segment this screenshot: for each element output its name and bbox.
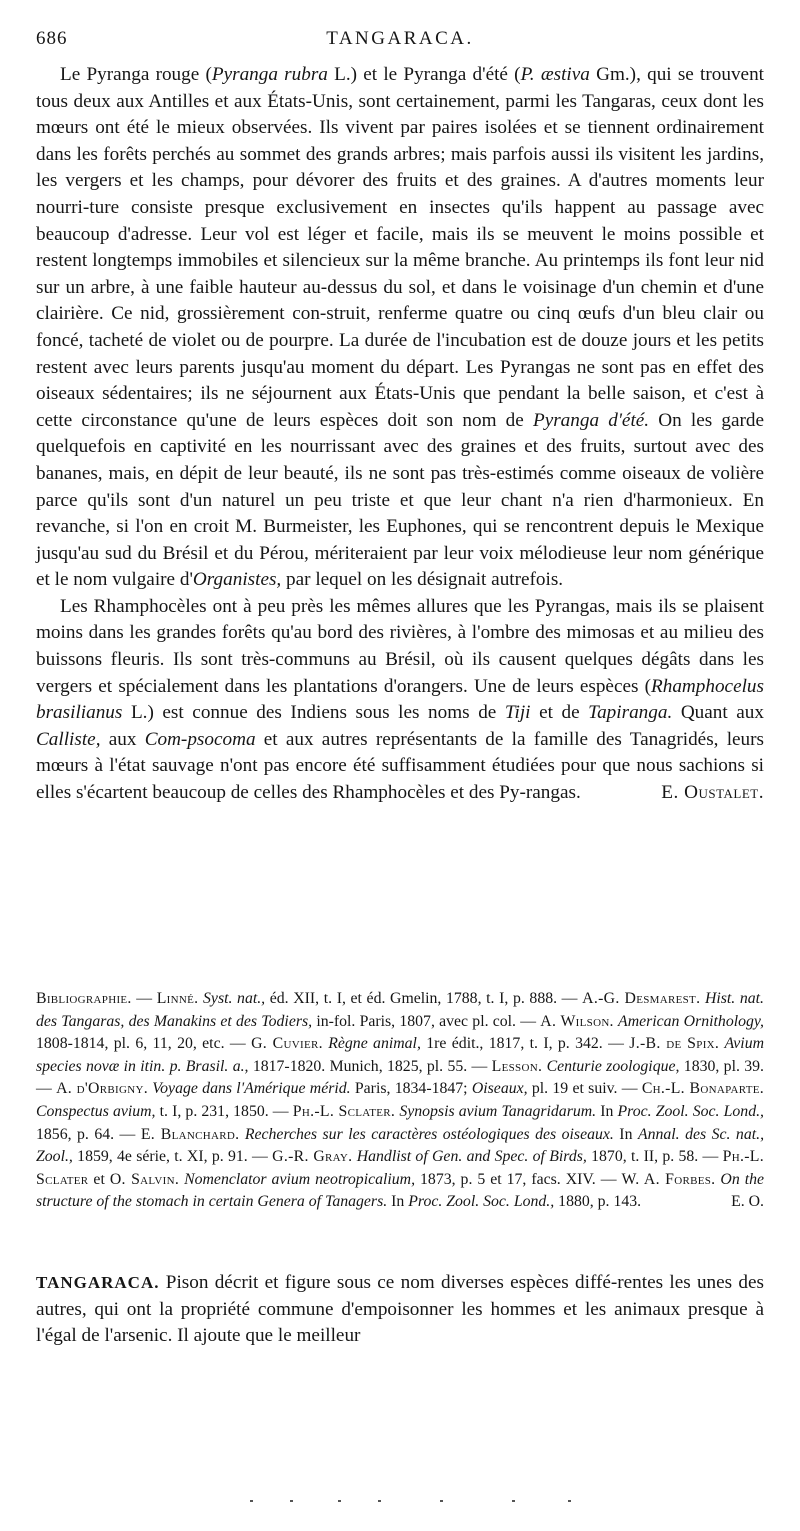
bibliography <box>36 988 764 1214</box>
paragraph-2: Les Rhamphocèles ont à peu près les mêmes allures que les Pyrangas, mais ils se plaisent moins dans les grandes forêts qu'au bord des rivières, à l'ombre des mimosas et au milieu des buissons fleuris. Ils sont très-communs au Brésil, où ils causent quelques dégâts dans les vergers et spécialement dans les plantations d'orangers. Une de leurs espèces (Rhamphocelus brasilianus L.) est connue des Indiens sous les noms de Tiji et de Tapiranga. Quant aux Calliste, aux Com-psocoma et aux autres représentants de la famille des Tanagridés, leurs mœurs à l'état sauvage n'ont pas encore été suffisamment étudiées pour que nous sachions si elles s'écartent beaucoup de celles des Rhamphocèles et des Py-rangas. E. Oustalet. <box>36 594 764 807</box>
paragraph-1: Le Pyranga rouge (Pyranga rubra L.) et le Pyranga d'été (P. æstiva Gm.), qui se trouvent tous deux aux Antilles et aux États-Unis, sont certainement, parmi les Tangaras, ceux dont les mœurs ont été le mieux observées. Ils vivent par paires isolées et se tiennent ordinairement dans les forêts perchés au sommet des grands arbres; mais parfois aussi ils visitent les jardins, les vergers et les champs, pour dévorer des fruits et des graines. A d'autres moments leur nourri-ture consiste presque exclusivement en insectes qu'ils happent au passage avec beaucoup d'adresse. Leur vol est léger et facile, mais ils se meuvent le moins possible et restent longtemps immobiles et silencieux sur la même branche. Au printemps ils font leur nid sur un arbre, à une faible hauteur au-dessus du sol, et dans le voisinage d'un chemin et d'une clairière. Ce nid, grossièrement con-struit, renferme quatre ou cinq œufs d'un bleu clair ou foncé, tacheté de violet ou de pourpre. La durée de l'incubation est de douze jours et les petits restent avec leurs parents jusqu'au moment du départ. Les Pyrangas ne sont pas en effet des oiseaux sédentaires; ils ne séjournent aux États-Unis que pendant la belle saison, et c'est à cette circonstance qu'une de leurs espèces doit son nom de Pyranga d'été. On les garde quelquefois en captivité en les nourrissant avec des graines et des fruits, surtout avec des bananes, mais, en dépit de leur beauté, ils ne sont pas très-estimés comme oiseaux de volière parce qu'ils sont d'un naturel un peu triste et que leur chant n'a rien d'harmonieux. En revanche, si l'on en croit M. Burmeister, les Euphones, qui se rencontrent depuis le Mexique jusqu'au sud du Brésil et du Pérou, mériteraient par leur voix mélodieuse leur nom générique et le nom vulgaire d'Organistes, par lequel on les désignait autrefois. <box>36 64 765 591</box>
running-head: TANGARACA. <box>326 28 474 49</box>
bibliography-label: Bibliographie. <box>36 990 132 1007</box>
entry-headword: TANGARACA. <box>36 1273 160 1292</box>
bibliography-signature: E. O. <box>731 1193 764 1211</box>
page-header <box>36 28 764 58</box>
next-entry <box>36 1270 764 1350</box>
scan-specks <box>250 1500 590 1506</box>
article-body <box>36 62 764 807</box>
next-entry-text: TANGARACA. Pison décrit et figure sous ce nom diverses espèces diffé-rentes les unes des autres, qui ont la propriété commune d'empoisonner les hommes et les animaux presque à l'égal de l'arsenic. Il ajoute que le meilleur <box>36 1272 764 1347</box>
author-signature: E. Oustalet. <box>661 782 764 804</box>
bibliography-text: Bibliographie. — Linné. Syst. nat., éd. XII, t. I, et éd. Gmelin, 1788, t. I, p. 888. — A.-G. Desmarest. Hist. nat. des Tangaras, des Manakins et des Todiers, in-fol. Paris, 1807, avec pl. col. — A. Wilson. American Ornithology, 1808-1814, pl. 6, 11, 20, etc. — G. Cuvier. Règne animal, 1re édit., 1817, t. I, p. 342. — J.-B. de Spix. Avium species novæ in itin. p. Brasil. a., 1817-1820. Munich, 1825, pl. 55. — Lesson. Centurie zoologique, 1830, pl. 39. — A. d'Orbigny. Voyage dans l'Amérique mérid. Paris, 1834-1847; Oiseaux, pl. 19 et suiv. — Ch.-L. Bonaparte. Conspectus avium, t. I, p. 231, 1850. — Ph.-L. Sclater. Synopsis avium Tanagridarum. In Proc. Zool. Soc. Lond., 1856, p. 64. — E. Blanchard. Recherches sur les caractères ostéologiques des oiseaux. In Annal. des Sc. nat., Zool., 1859, 4e série, t. XI, p. 91. — G.-R. Gray. Handlist of Gen. and Spec. of Birds, 1870, t. II, p. 58. — Ph.-L. Sclater et O. Salvin. Nomenclator avium neotropicalium, 1873, p. 5 et 17, facs. XIV. — W. A. Forbes. On the structure of the stomach in certain Genera of Tanagers. In Proc. Zool. Soc. Lond., 1880, p. 143. E. O. <box>36 988 764 1214</box>
page-number: 686 <box>36 28 68 49</box>
